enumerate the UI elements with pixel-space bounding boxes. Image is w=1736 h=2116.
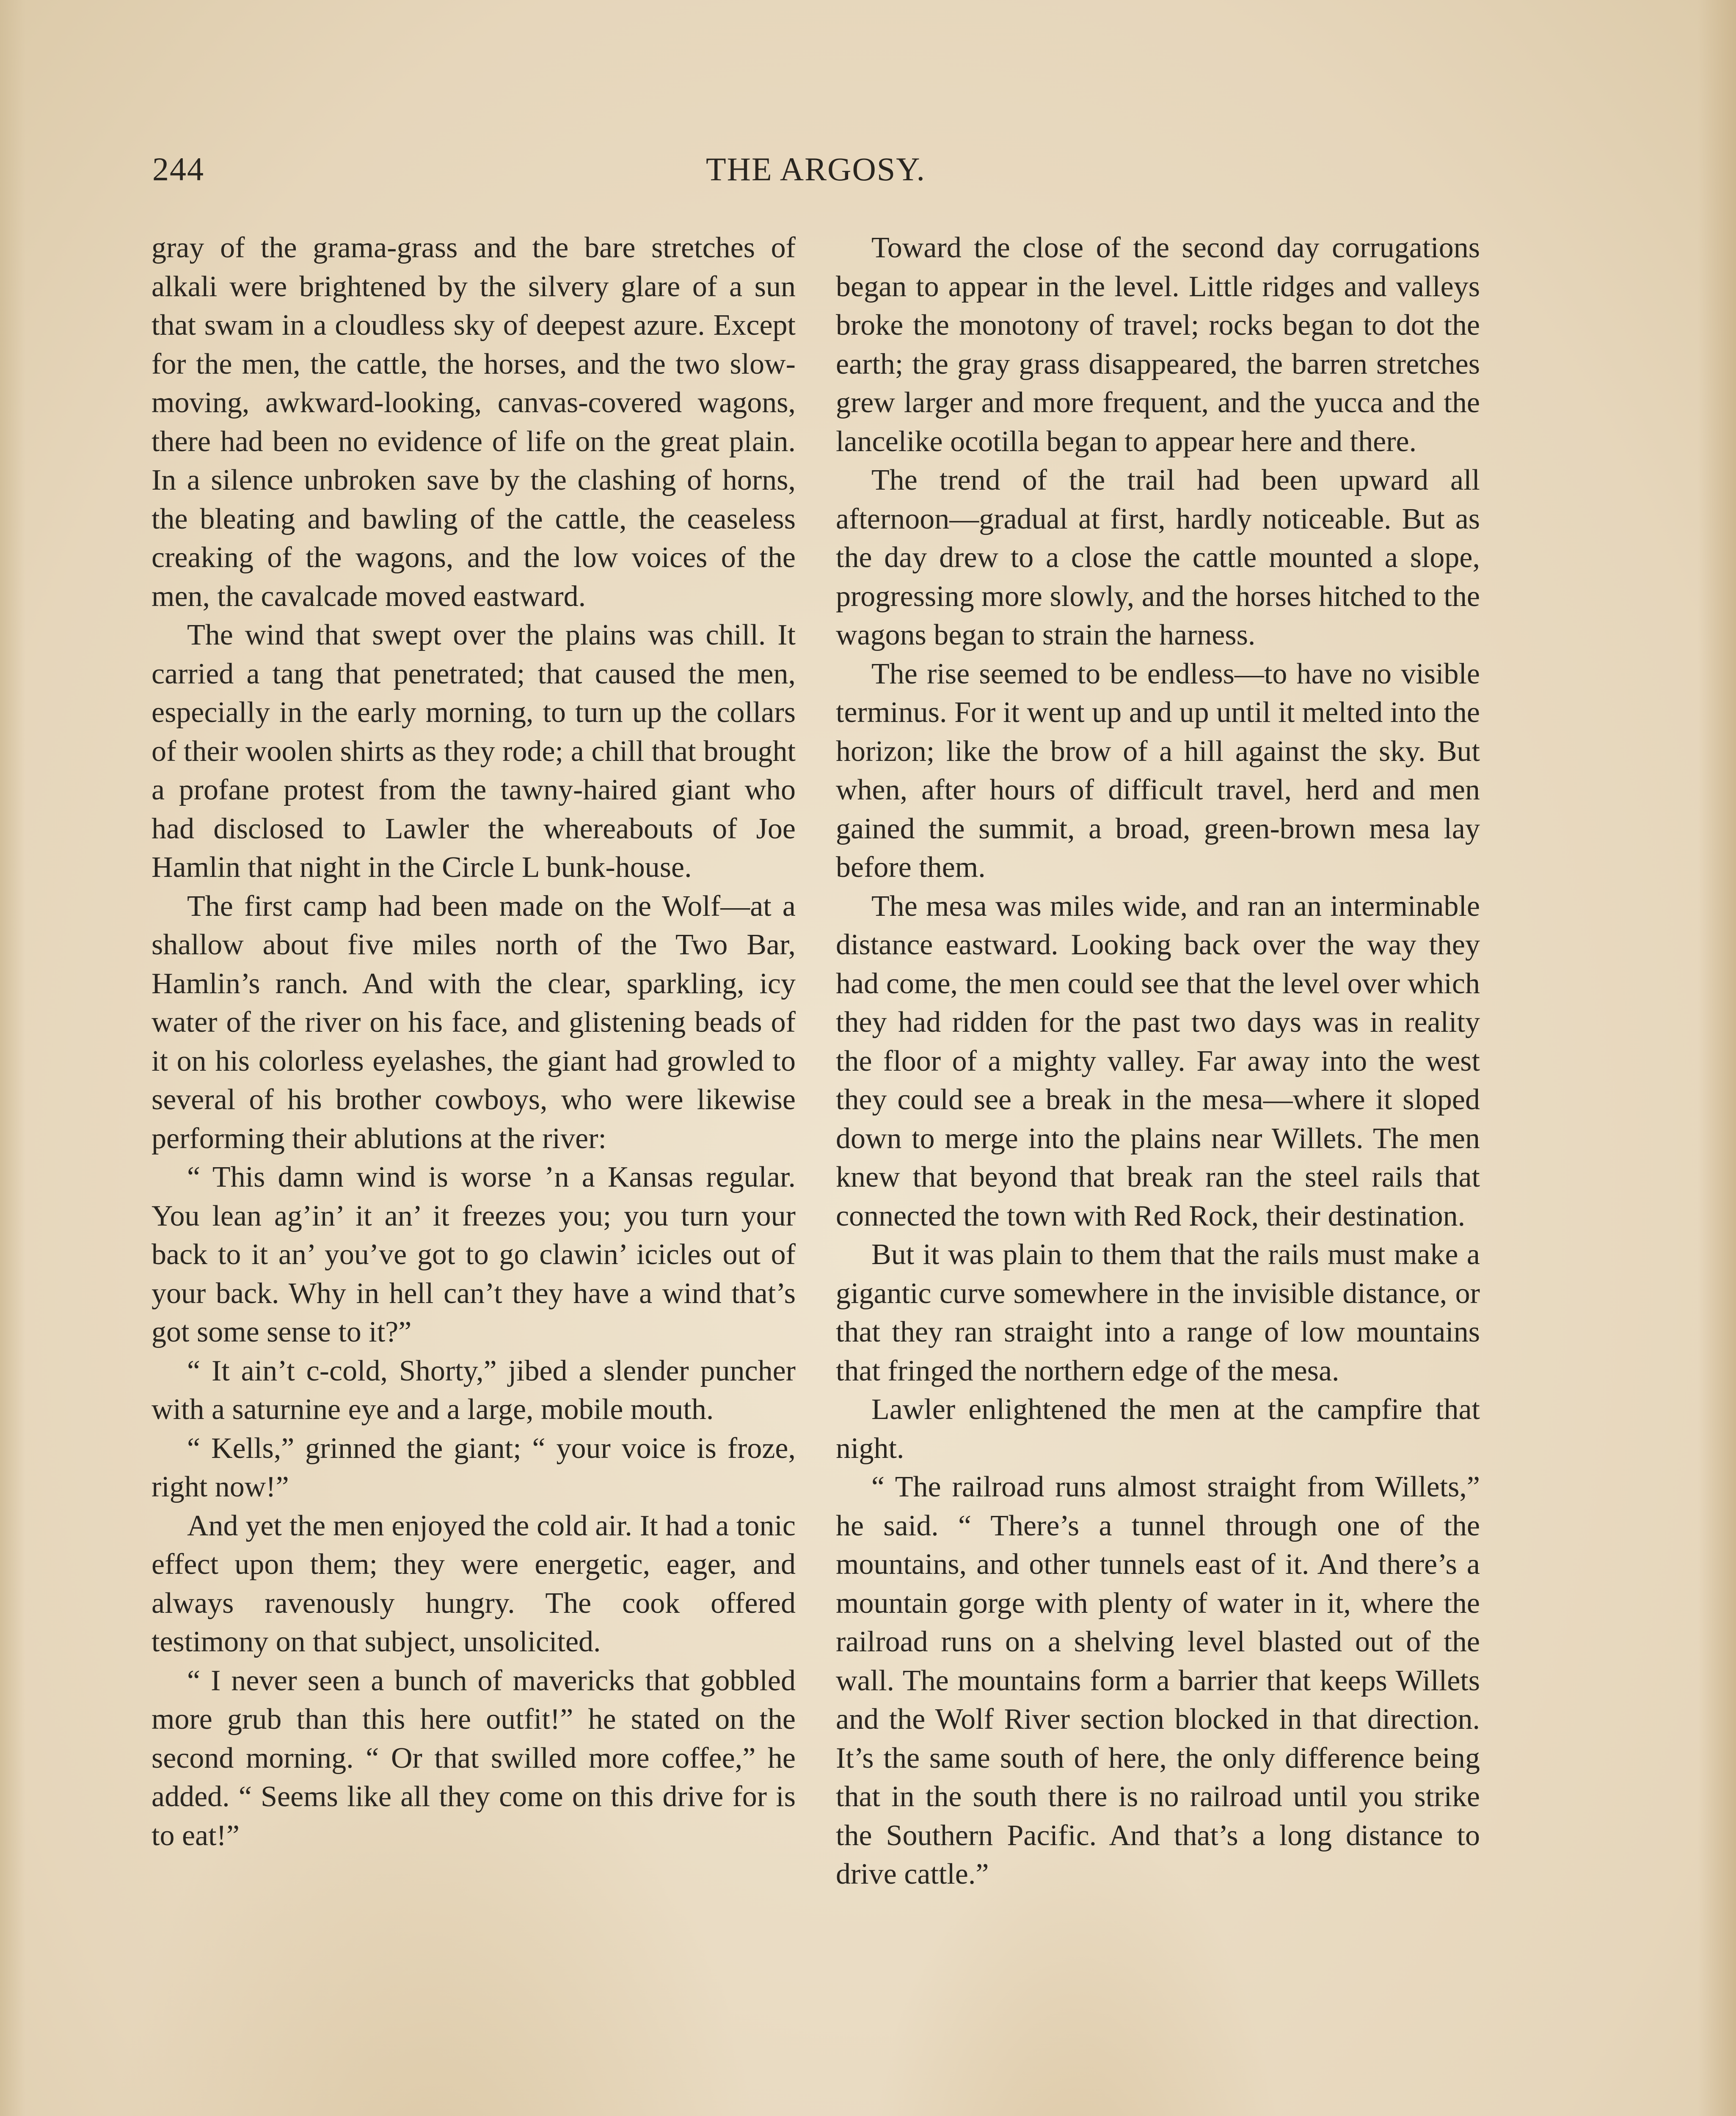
right-column xyxy=(836,229,1480,1894)
paragraph: The trend of the trail had been upward all afternoon—gradual at first, hardly noticeable. But as the day drew to a close the cattle mounted a slope, progressing more slowly, and the horses hitched to the wagons began to strain the harness. xyxy=(836,464,1480,651)
running-title: THE ARGOSY. xyxy=(706,151,926,187)
paragraph: Toward the close of the second day corrugations began to appear in the level. Little ridges and valleys broke the monotony of travel; rocks began to dot the earth; the gray grass disappeared, the barren stretches grew larger and more frequent, and the yucca and the lancelike ocotilla began to appear here and there. xyxy=(836,231,1480,458)
paragraph: The first camp had been made on the Wolf—at a shallow about five miles north of the Two Bar, Hamlin’s ranch. And with the clear, sparkling, icy water of the river on his face, and glistening beads of it on his colorless eyelashes, the giant had growled to several of his brother cowboys, who were likewise performing their ablutions at the river: xyxy=(152,890,796,1155)
paragraph: gray of the grama-grass and the bare stretches of alkali were brightened by the silvery glare of a sun that swam in a cloudless sky of deepest azure. Except for the men, the cattle, the horses, and the two slow-moving, awkward-looking, canvas-covered wagons, there had been no evidence of life on the great plain. In a silence unbroken save by the clashing of horns, the bleating and bawling of the cattle, the ceaseless creaking of the wagons, and the low voices of the men, the cavalcade moved eastward. xyxy=(152,231,796,613)
page-number: 244 xyxy=(152,151,204,187)
paragraph: “ It ain’t c-cold, Shorty,” jibed a slender puncher with a saturnine eye and a large, mobile mouth. xyxy=(152,1354,796,1426)
paragraph: “ The railroad runs almost straight from Willets,” he said. “ There’s a tunnel through one of the mountains, and other tunnels east of it. And there’s a mountain gorge with plenty of water in it, where the railroad runs on a shelving level blasted out of the wall. The mountains form a barrier that keeps Willets and the Wolf River section blocked in that direction. It’s the same south of here, the only difference being that in the south there is no railroad until you strike the Southern Pacific. And that’s a long distance to drive cattle.” xyxy=(836,1471,1480,1890)
paragraph: The rise seemed to be endless—to have no visible terminus. For it went up and up until it melted into the horizon; like the brow of a hill against the sky. But when, after hours of difficult travel, herd and men gained the summit, a broad, green-brown mesa lay before them. xyxy=(836,657,1480,884)
paragraph: Lawler enlightened the men at the campfire that night. xyxy=(836,1393,1480,1465)
paragraph: “ Kells,” grinned the giant; “ your voice is froze, right now!” xyxy=(152,1432,796,1503)
paragraph: The wind that swept over the plains was chill. It carried a tang that penetrated; that caused the men, especially in the early morning, to turn up the collars of their woolen shirts as they rode; a chill that brought a profane protest from the tawny-haired giant who had disclosed to Lawler the whereabouts of Joe Hamlin that night in the Circle L bunk-house. xyxy=(152,619,796,884)
paragraph: And yet the men enjoyed the cold air. It had a tonic effect upon them; they were energetic, eager, and always ravenously hungry. The cook offered testimony on that subject, unsolicited. xyxy=(152,1509,796,1658)
paragraph: The mesa was miles wide, and ran an interminable distance eastward. Looking back over the way they had come, the men could see that the level over which they had ridden for the past two days was in reality the floor of a mighty valley. Far away into the west they could see a break in the mesa—where it sloped down to merge into the plains near Willets. The men knew that beyond that break ran the steel rails that connected the town with Red Rock, their destination. xyxy=(836,890,1480,1232)
page-header xyxy=(152,150,1479,197)
paragraph: But it was plain to them that the rails must make a gigantic curve somewhere in the invisible distance, or that they ran straight into a range of low mountains that fringed the northern edge of the mesa. xyxy=(836,1238,1480,1387)
paragraph: “ I never seen a bunch of mavericks that gobbled more grub than this here outfit!” he stated on the second morning. “ Or that swilled more coffee,” he added. “ Seems like all they come on this drive for is to eat!” xyxy=(152,1664,796,1852)
left-column xyxy=(152,229,796,1855)
paragraph: “ This damn wind is worse ’n a Kansas regular. You lean ag’in’ it an’ it freezes you; you turn your back to it an’ you’ve got to go clawin’ icicles out of your back. Why in hell can’t they have a wind that’s got some sense to it?” xyxy=(152,1161,796,1348)
